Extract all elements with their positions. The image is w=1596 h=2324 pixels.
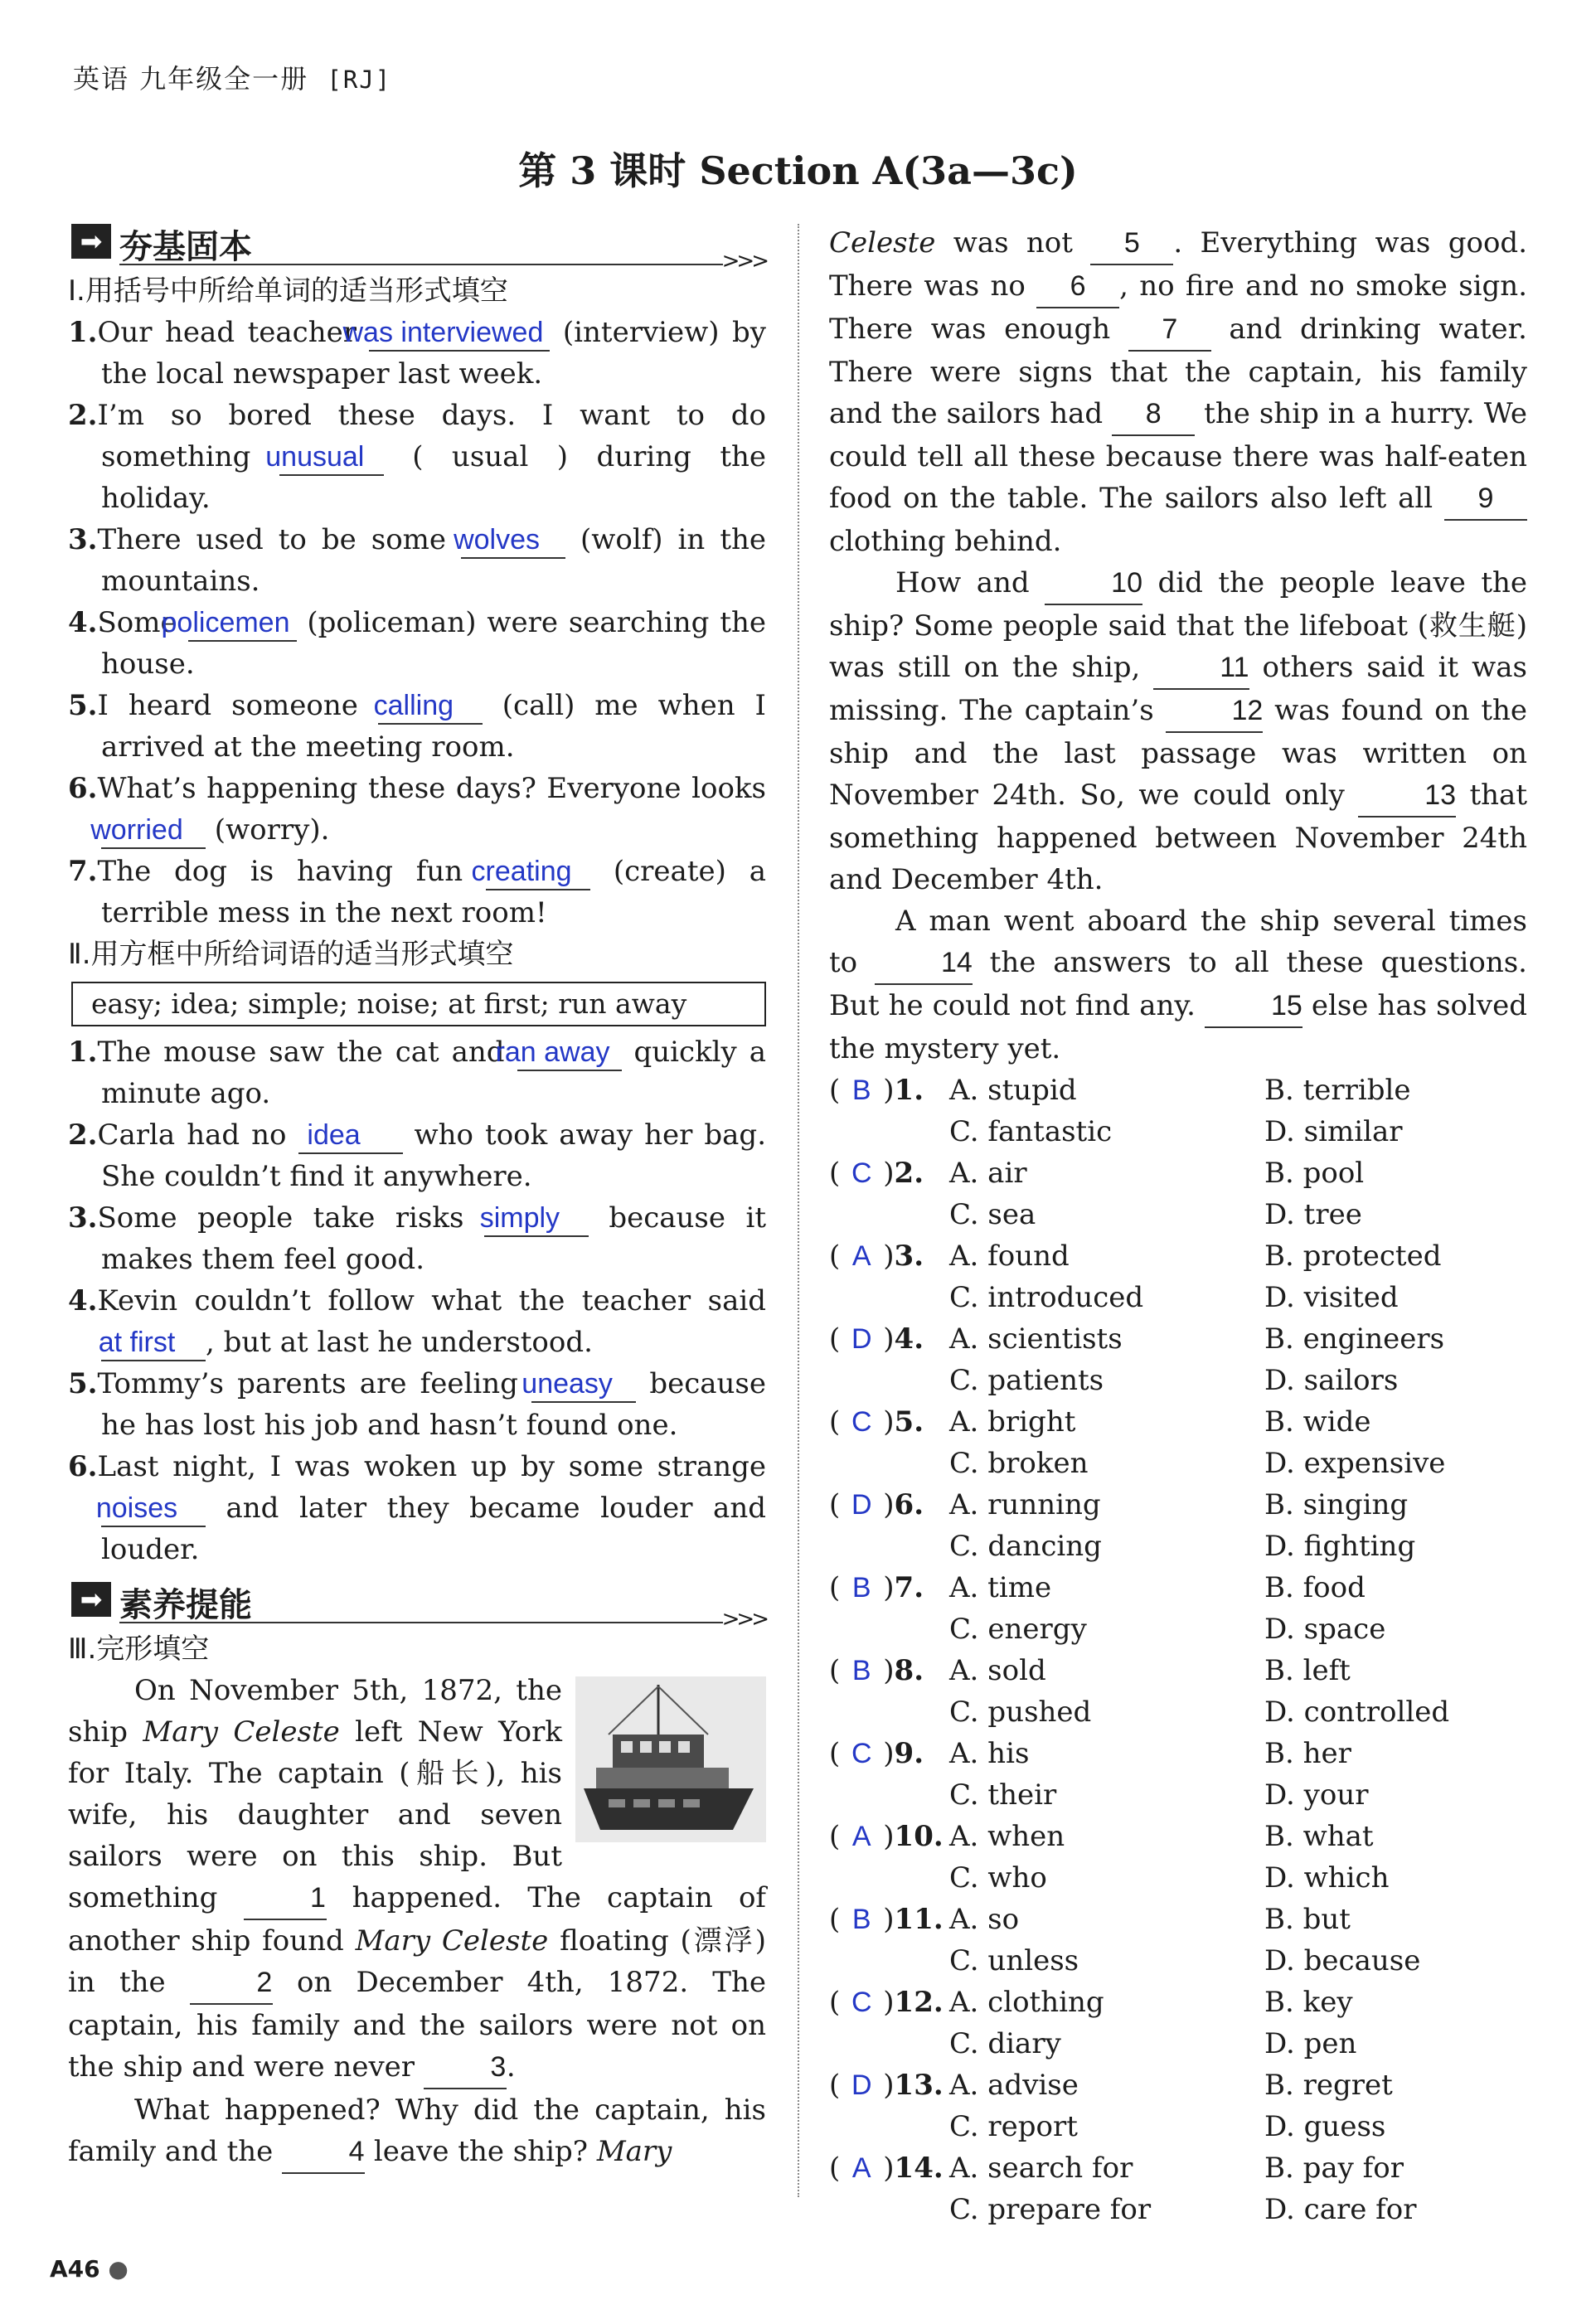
question-text: I heard someone — [97, 689, 378, 722]
question-body — [68, 685, 766, 768]
page-number-text: A46 — [50, 2255, 100, 2283]
answer-paren: ( B )7. — [829, 1567, 949, 1608]
question-text: Tommy’s parents are feeling — [97, 1367, 532, 1400]
blank-1: 1 — [244, 1877, 327, 1920]
question-text: What’s happening these days? Everyone looks — [97, 772, 766, 805]
question-number: 4. — [68, 606, 98, 639]
choice-row — [829, 1816, 1527, 1857]
option-a: A. air — [949, 1157, 1027, 1190]
question-text: and later they became louder and louder. — [101, 1492, 766, 1566]
choice-row — [829, 1567, 1527, 1608]
answer-paren: ( C )5. — [829, 1401, 949, 1443]
ship-name-celeste: Celeste — [829, 226, 936, 260]
option-a: A. stupid — [949, 1074, 1077, 1107]
option-d: D. sailors — [1264, 1364, 1399, 1397]
choice-answer[interactable]: A — [851, 1240, 871, 1272]
part-3-title: Ⅲ.完形填空 — [68, 1633, 210, 1666]
option-d: D. pen — [1264, 2027, 1357, 2060]
option-b: B. protected — [1264, 1240, 1442, 1273]
blank-15: 15 — [1205, 985, 1303, 1028]
choice-answer[interactable]: B — [851, 1075, 871, 1106]
choices-list — [829, 1070, 1527, 2230]
choice-row — [829, 1940, 1527, 1982]
option-c: C. sea — [949, 1198, 1036, 1231]
section-rule — [119, 264, 723, 265]
question-number: 6. — [68, 772, 98, 805]
passage-paragraph-2a — [68, 2089, 766, 2174]
question-item — [68, 1446, 766, 1570]
option-b: B. pay for — [1264, 2152, 1404, 2185]
passage-text: How and — [895, 566, 1045, 599]
passage-paragraph-3 — [829, 562, 1527, 900]
choice-number: 14. — [894, 2152, 944, 2185]
option-c: C. report — [949, 2110, 1078, 2143]
question-item — [68, 851, 766, 934]
question-number: 7. — [68, 855, 98, 888]
option-b: B. key — [1264, 1986, 1353, 2019]
column-divider — [798, 224, 799, 2197]
arrow-icon: ➡ — [71, 224, 111, 259]
choice-row — [829, 1318, 1527, 1360]
choice-number: 2. — [894, 1157, 924, 1190]
choice-row — [829, 2064, 1527, 2106]
question-text: because he has lost his job and hasn’t found one. — [101, 1367, 766, 1442]
option-c: C. dancing — [949, 1530, 1102, 1563]
blank-7: 7 — [1128, 308, 1211, 352]
question-text: (call) me when I arrived at the meeting room. — [101, 689, 766, 764]
blank-4: 4 — [282, 2131, 365, 2174]
choice-answer[interactable]: C — [851, 1987, 872, 2018]
choice-row — [829, 1691, 1527, 1733]
passage-text: else has solved the mystery yet. — [829, 989, 1527, 1065]
answer-field[interactable]: simply — [484, 1201, 589, 1237]
option-a: A. running — [949, 1488, 1101, 1521]
passage-text: A man went aboard the ship several times to — [829, 905, 1527, 979]
question-item — [68, 312, 766, 395]
option-b: B. singing — [1264, 1488, 1409, 1521]
answer-paren: ( C )2. — [829, 1152, 949, 1194]
question-item — [68, 1197, 766, 1280]
question-body — [68, 395, 766, 519]
choice-row — [829, 1733, 1527, 1774]
question-item — [68, 1031, 766, 1114]
passage-text: that something happened between November 24th and December 4th. — [829, 779, 1527, 896]
answer-paren: ( C )12. — [829, 1982, 949, 2023]
option-c: C. patients — [949, 1364, 1104, 1397]
question-item — [68, 519, 766, 602]
passage-text: , no fire and no smoke sign. There was enough — [829, 269, 1527, 346]
option-c: C. prepare for — [949, 2193, 1152, 2226]
question-body — [68, 1280, 766, 1363]
question-body — [68, 1114, 766, 1197]
option-d: D. similar — [1264, 1115, 1403, 1148]
question-text: Our head teacher — [97, 316, 370, 349]
question-text: Carla had no — [97, 1118, 298, 1152]
question-body — [68, 312, 767, 395]
right-column — [829, 222, 1527, 2230]
option-d: D. guess — [1264, 2110, 1386, 2143]
dot-icon: ● — [99, 2255, 129, 2283]
option-c: C. who — [949, 1861, 1047, 1895]
choice-number: 3. — [894, 1240, 924, 1273]
question-number: 2. — [68, 1118, 98, 1152]
question-body — [68, 1197, 766, 1280]
choice-row — [829, 1401, 1527, 1443]
answer-paren: ( A )10. — [829, 1816, 949, 1857]
blank-5: 5 — [1090, 222, 1173, 265]
ship-name: Mary Celeste — [143, 1715, 340, 1749]
answer-field[interactable]: worried — [101, 813, 206, 849]
edition-badge: [RJ] — [327, 65, 392, 94]
question-body — [68, 519, 766, 602]
choice-row — [829, 1443, 1527, 1484]
choice-number: 8. — [894, 1654, 924, 1687]
question-text: (interview) by the local newspaper last week. — [101, 316, 767, 391]
option-a: A. so — [949, 1903, 1020, 1936]
question-text: who took away her bag. She couldn’t find it anywhere. — [101, 1118, 766, 1193]
option-a: A. time — [949, 1571, 1052, 1604]
question-text: The mouse saw the cat and — [97, 1036, 517, 1069]
question-item — [68, 1280, 766, 1363]
choice-row — [829, 1982, 1527, 2023]
section-title: 夯基固本 — [119, 228, 252, 266]
page-header — [73, 58, 391, 96]
answer-field[interactable]: ran away — [517, 1035, 622, 1071]
option-b: B. her — [1264, 1737, 1351, 1770]
option-b: B. terrible — [1264, 1074, 1411, 1107]
choice-row — [829, 1070, 1527, 1111]
blank-10: 10 — [1045, 562, 1142, 605]
option-a: A. bright — [949, 1405, 1076, 1439]
choice-answer[interactable]: D — [851, 2069, 872, 2101]
choice-answer[interactable]: B — [851, 1655, 871, 1686]
question-item — [68, 1363, 766, 1446]
question-body — [68, 1031, 766, 1114]
blank-6: 6 — [1036, 265, 1119, 308]
choice-number: 4. — [894, 1322, 924, 1356]
option-d: D. which — [1264, 1861, 1390, 1895]
choice-row — [829, 2147, 1527, 2189]
choice-answer[interactable]: C — [851, 1406, 872, 1438]
choice-row — [829, 1194, 1527, 1235]
choice-answer[interactable]: D — [851, 1323, 872, 1355]
passage-text: . — [506, 2050, 516, 2084]
option-d: D. controlled — [1264, 1696, 1450, 1729]
passage-text: What happened? Why did the captain, his family and the — [68, 2094, 766, 2168]
choice-answer[interactable]: B — [851, 1904, 871, 1935]
passage-text: was not — [935, 226, 1091, 260]
option-c: C. diary — [949, 2027, 1061, 2060]
choice-row — [829, 1608, 1527, 1650]
question-number: 6. — [68, 1450, 98, 1483]
choice-row — [829, 1484, 1527, 1526]
choice-answer[interactable]: B — [851, 1572, 871, 1604]
choice-row — [829, 2189, 1527, 2230]
question-number: 5. — [68, 689, 98, 722]
choice-answer[interactable]: A — [851, 1821, 871, 1852]
answer-field[interactable]: uneasy — [531, 1366, 636, 1403]
question-body — [68, 1446, 766, 1570]
page-number — [50, 2255, 129, 2283]
passage-text: others said it was missing. The captain’s — [829, 651, 1527, 727]
choice-answer[interactable]: C — [851, 1738, 872, 1769]
option-a: A. found — [949, 1240, 1070, 1273]
option-a: A. sold — [949, 1654, 1046, 1687]
passage-text: happened. The captain of another ship found — [68, 1881, 766, 1958]
part-2-list — [68, 1031, 766, 1570]
passage-paragraph-2b — [829, 222, 1527, 562]
passage-text: did the people leave the ship? Some people said that the lifeboat (救生艇) was still on the ship, — [829, 566, 1527, 684]
question-item — [68, 685, 766, 768]
option-a: A. scientists — [949, 1322, 1123, 1356]
option-b: B. regret — [1264, 2069, 1393, 2102]
answer-field[interactable]: noises — [101, 1491, 206, 1527]
option-d: D. because — [1264, 1944, 1421, 1977]
choice-answer[interactable]: A — [851, 2152, 871, 2184]
answer-paren: ( A )3. — [829, 1235, 949, 1277]
question-number: 3. — [68, 1201, 98, 1235]
blank-12: 12 — [1166, 690, 1264, 733]
option-a: A. advise — [949, 2069, 1079, 2102]
question-text: (worry). — [206, 813, 330, 847]
question-text: (create) a terrible mess in the next room! — [101, 855, 766, 929]
question-text: (policeman) were searching the house. — [101, 606, 766, 681]
question-text: There used to be some — [97, 523, 462, 556]
passage-paragraph-1 — [68, 1670, 766, 2089]
choice-row — [829, 1526, 1527, 1567]
ship-illustration — [575, 1676, 766, 1842]
question-body — [68, 768, 766, 851]
question-text: , but at last he understood. — [206, 1326, 593, 1359]
answer-paren: ( B )11. — [829, 1899, 949, 1940]
answer-paren: ( A )14. — [829, 2147, 949, 2189]
option-c: C. energy — [949, 1613, 1087, 1646]
choice-number: 9. — [894, 1737, 924, 1770]
question-text: Some people take risks — [97, 1201, 484, 1235]
passage-paragraph-4 — [829, 900, 1527, 1070]
blank-3: 3 — [424, 2046, 507, 2089]
section-header-basic — [68, 217, 766, 274]
chevrons-icon: >>> — [721, 249, 766, 274]
question-body — [68, 851, 766, 934]
answer-field[interactable]: wolves — [461, 522, 565, 559]
choice-number: 10. — [894, 1820, 944, 1853]
choice-number: 1. — [894, 1074, 924, 1107]
option-a: A. clothing — [949, 1986, 1104, 2019]
choice-row — [829, 1650, 1527, 1691]
section-rule — [119, 1622, 723, 1623]
question-text: (wolf) in the mountains. — [101, 523, 766, 598]
choice-row — [829, 2106, 1527, 2147]
answer-paren: ( D )6. — [829, 1484, 949, 1526]
passage-text: On November 5th, 1872, the ship — [68, 1674, 562, 1749]
question-text: ( usual ) during the holiday. — [101, 440, 766, 515]
word-box: easy; idea; simple; noise; at first; run away — [71, 982, 766, 1026]
passage-text: clothing behind. — [829, 525, 1062, 558]
choice-answer[interactable]: D — [851, 1489, 872, 1521]
choice-number: 12. — [894, 1986, 944, 2019]
choice-row — [829, 1899, 1527, 1940]
question-item — [68, 768, 766, 851]
answer-paren: ( C )9. — [829, 1733, 949, 1774]
answer-field[interactable]: creating — [486, 854, 590, 890]
answer-paren: ( D )4. — [829, 1318, 949, 1360]
passage-text: and drinking water. There were signs that the captain, his family and the sailors had — [829, 313, 1527, 430]
passage-text: left New York for Italy. The captain (船长), his wife, his daughter and seven sailors were on this ship. But something — [68, 1715, 562, 1914]
ship-name: Mary Celeste — [355, 1924, 549, 1958]
option-c: C. introduced — [949, 1281, 1144, 1314]
option-b: B. food — [1264, 1571, 1366, 1604]
option-d: D. space — [1264, 1613, 1386, 1646]
option-b: B. what — [1264, 1820, 1374, 1853]
option-d: D. your — [1264, 1778, 1369, 1812]
question-item — [68, 395, 766, 519]
book-title: 英语 九年级全一册 — [73, 63, 309, 95]
option-d: D. tree — [1264, 1198, 1362, 1231]
section-title: 素养提能 — [119, 1586, 252, 1624]
question-text: quickly a minute ago. — [101, 1036, 766, 1110]
blank-9: 9 — [1444, 478, 1527, 521]
choice-answer[interactable]: C — [851, 1157, 872, 1189]
option-c: C. pushed — [949, 1696, 1092, 1729]
option-b: B. pool — [1264, 1157, 1365, 1190]
passage-text: . Everything was good. There was no — [829, 226, 1527, 303]
question-number: 3. — [68, 523, 98, 556]
choice-row — [829, 1360, 1527, 1401]
option-a: A. when — [949, 1820, 1065, 1853]
blank-13: 13 — [1358, 774, 1456, 818]
arrow-icon: ➡ — [71, 1582, 111, 1617]
choice-row — [829, 2023, 1527, 2064]
blank-2: 2 — [190, 1962, 273, 2005]
answer-field[interactable]: was interviewed — [369, 315, 550, 352]
choice-row — [829, 1235, 1527, 1277]
blank-11: 11 — [1153, 647, 1249, 690]
option-d: D. care for — [1264, 2193, 1417, 2226]
answer-field[interactable]: calling — [378, 688, 483, 725]
option-d: D. expensive — [1264, 1447, 1446, 1480]
answer-paren: ( B )1. — [829, 1070, 949, 1111]
option-c: C. their — [949, 1778, 1057, 1812]
choice-number: 7. — [894, 1571, 924, 1604]
passage-text: the ship in a hurry. We could tell all these because there was half-eaten food on the table. The sailors also left all — [829, 397, 1527, 515]
answer-field[interactable]: idea — [298, 1118, 403, 1154]
option-c: C. broken — [949, 1447, 1089, 1480]
question-item — [68, 602, 766, 685]
choice-row — [829, 1111, 1527, 1152]
option-a: A. his — [949, 1737, 1030, 1770]
option-a: A. search for — [949, 2152, 1133, 2185]
part-1-title: Ⅰ.用括号中所给单词的适当形式填空 — [68, 274, 508, 308]
section-header-advanced — [68, 1575, 766, 1632]
question-text: Kevin couldn’t follow what the teacher said — [97, 1284, 766, 1317]
answer-paren: ( B )8. — [829, 1650, 949, 1691]
question-text: because it makes them feel good. — [101, 1201, 766, 1276]
question-text: Some — [97, 606, 188, 639]
choice-row — [829, 1857, 1527, 1899]
passage-text: on December 4th, 1872. The captain, his family and the sailors were not on the ship and were never — [68, 1966, 767, 2084]
question-number: 2. — [68, 399, 98, 432]
question-number: 1. — [68, 1036, 98, 1069]
blank-14: 14 — [875, 942, 973, 985]
option-c: C. fantastic — [949, 1115, 1113, 1148]
question-item — [68, 1114, 766, 1197]
passage-text: the answers to all these questions. But he could not find any. — [829, 946, 1527, 1022]
choice-row — [829, 1774, 1527, 1816]
answer-paren: ( D )13. — [829, 2064, 949, 2106]
ship-name-mary: Mary — [596, 2135, 672, 2168]
question-number: 4. — [68, 1284, 98, 1317]
part-1-list — [68, 312, 766, 934]
option-d: D. fighting — [1264, 1530, 1416, 1563]
choice-number: 11. — [894, 1903, 944, 1936]
passage-text: was found on the ship and the last passage was written on November 24th. So, we could only — [829, 694, 1528, 812]
blank-8: 8 — [1112, 393, 1195, 436]
answer-field[interactable]: policemen — [188, 605, 297, 642]
left-column — [68, 217, 766, 2174]
answer-field[interactable]: at first — [101, 1325, 206, 1361]
option-b: B. but — [1264, 1903, 1351, 1936]
choice-row — [829, 1152, 1527, 1194]
question-body — [68, 602, 766, 685]
question-body — [68, 1363, 766, 1446]
part-2-title: Ⅱ.用方框中所给词语的适当形式填空 — [68, 938, 514, 971]
question-number: 5. — [68, 1367, 98, 1400]
choice-number: 5. — [894, 1405, 924, 1439]
lesson-title: 第 3 课时 Section A(3a—3c) — [518, 148, 1078, 193]
passage-text: leave the ship? — [365, 2135, 597, 2168]
choice-row — [829, 1277, 1527, 1318]
chevrons-icon: >>> — [721, 1607, 766, 1632]
answer-field[interactable]: unusual — [279, 439, 384, 476]
question-text: Last night, I was woken up by some strange — [97, 1450, 766, 1483]
choice-number: 13. — [894, 2069, 944, 2102]
question-number: 1. — [68, 316, 98, 349]
question-text: I’m so bored these days. I want to do something — [97, 399, 766, 473]
question-text: The dog is having fun — [97, 855, 487, 888]
option-c: C. unless — [949, 1944, 1079, 1977]
choice-number: 6. — [894, 1488, 924, 1521]
option-b: B. wide — [1264, 1405, 1371, 1439]
option-b: B. engineers — [1264, 1322, 1445, 1356]
option-d: D. visited — [1264, 1281, 1399, 1314]
passage-text: floating (漂浮) in the — [68, 1924, 767, 1999]
option-b: B. left — [1264, 1654, 1351, 1687]
